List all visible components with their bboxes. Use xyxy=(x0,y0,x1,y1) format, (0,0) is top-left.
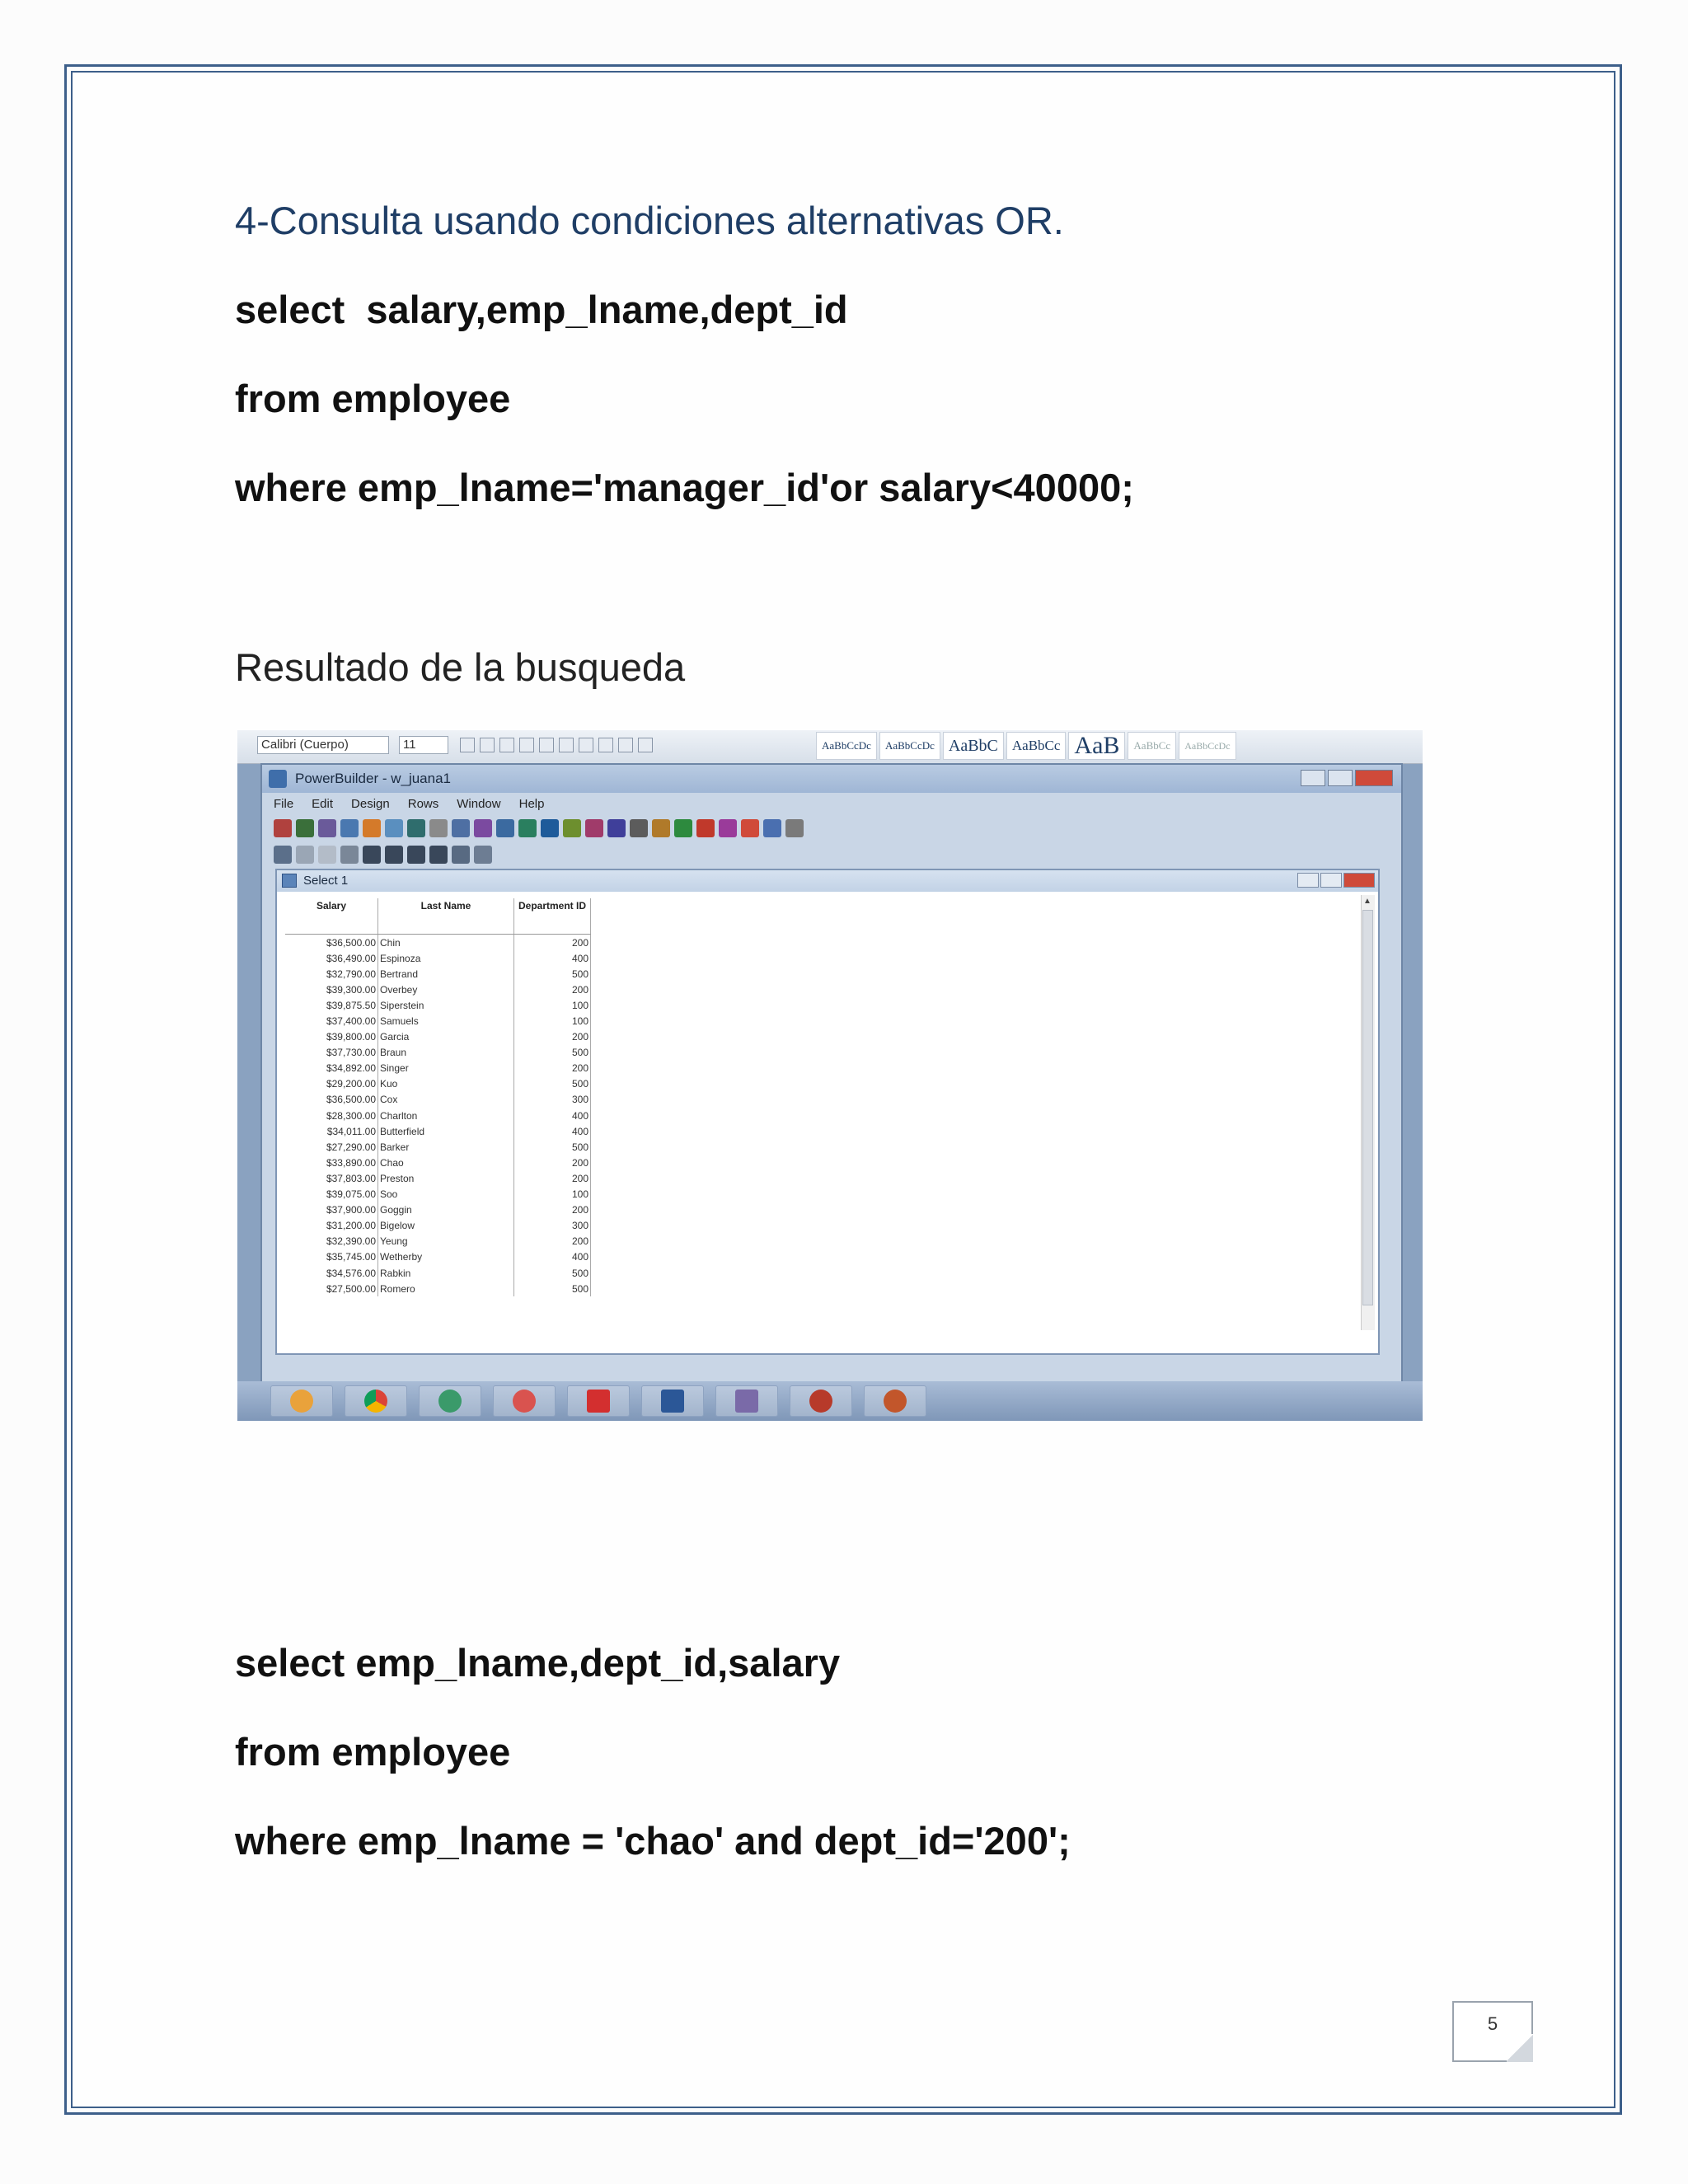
table-row[interactable] xyxy=(285,1061,591,1076)
column-header-salary[interactable]: Salary xyxy=(285,898,378,935)
stop-icon[interactable] xyxy=(696,819,715,837)
folder-icon xyxy=(290,1390,313,1413)
cell-last-name[interactable]: Preston xyxy=(378,1170,514,1186)
table-row[interactable] xyxy=(285,1045,591,1061)
result-window-title: Select 1 xyxy=(277,870,1378,892)
table-row[interactable] xyxy=(285,950,591,966)
cell-department-id[interactable]: 200 xyxy=(514,1155,591,1170)
filter-icon[interactable] xyxy=(340,846,359,864)
cell-salary[interactable]: $36,500.00 xyxy=(285,935,378,951)
pipeline-icon[interactable] xyxy=(518,819,537,837)
style-swatch: AaB xyxy=(1068,732,1125,760)
cell-department-id[interactable]: 200 xyxy=(514,1029,591,1045)
cell-department-id[interactable]: 100 xyxy=(514,1187,591,1202)
cell-salary[interactable]: $37,803.00 xyxy=(285,1170,378,1186)
menu-bar xyxy=(267,794,544,814)
section-heading: 4-Consulta usando condiciones alternativas OR. xyxy=(235,199,1064,242)
result-label: Resultado de la busqueda xyxy=(235,645,686,689)
numbering-icon xyxy=(539,738,554,752)
camera-icon xyxy=(438,1390,462,1413)
taskbar-photo[interactable] xyxy=(715,1385,778,1417)
cell-salary[interactable]: $34,576.00 xyxy=(285,1265,378,1281)
cell-last-name[interactable]: Singer xyxy=(378,1061,514,1076)
cell-salary[interactable]: $39,800.00 xyxy=(285,1029,378,1045)
cell-salary[interactable]: $39,875.50 xyxy=(285,997,378,1013)
open-icon[interactable] xyxy=(296,819,314,837)
photo-icon xyxy=(735,1390,758,1413)
cell-salary[interactable]: $31,200.00 xyxy=(285,1218,378,1234)
query2-line-3: where emp_lname = 'chao' and dept_id='200'; xyxy=(235,1819,1071,1863)
column-header-department-id[interactable]: Department ID xyxy=(514,898,591,935)
query2-line-2: from employee xyxy=(235,1730,511,1774)
cell-salary[interactable]: $35,745.00 xyxy=(285,1249,378,1265)
table-row[interactable] xyxy=(285,1187,591,1202)
cell-salary[interactable]: $27,290.00 xyxy=(285,1139,378,1155)
taskbar-explorer[interactable] xyxy=(270,1385,333,1417)
options-icon[interactable] xyxy=(785,819,804,837)
cell-last-name[interactable]: Siperstein xyxy=(378,997,514,1013)
increase-indent-icon xyxy=(598,738,613,752)
export-icon[interactable] xyxy=(474,846,492,864)
table-row[interactable] xyxy=(285,982,591,997)
table-row[interactable] xyxy=(285,1139,591,1155)
table-row[interactable] xyxy=(285,1265,591,1281)
multilevel-icon xyxy=(559,738,574,752)
menu-design[interactable]: Design xyxy=(351,797,390,811)
table-row[interactable] xyxy=(285,1218,591,1234)
cell-department-id[interactable]: 300 xyxy=(514,1092,591,1108)
child-minimize-button[interactable] xyxy=(1297,873,1319,888)
taskbar-camera[interactable] xyxy=(419,1385,481,1417)
powerbuilder-logo-icon xyxy=(269,770,287,788)
cell-salary[interactable]: $27,500.00 xyxy=(285,1281,378,1296)
cell-department-id[interactable]: 100 xyxy=(514,997,591,1013)
cell-department-id[interactable]: 500 xyxy=(514,1045,591,1061)
style-swatch: AaBbCcDc xyxy=(879,732,940,760)
cell-last-name[interactable]: Barker xyxy=(378,1139,514,1155)
cell-department-id[interactable]: 200 xyxy=(514,1061,591,1076)
menu-help[interactable]: Help xyxy=(518,797,545,811)
decrease-indent-icon xyxy=(579,738,593,752)
sort-rows-icon[interactable] xyxy=(318,846,336,864)
table-row[interactable] xyxy=(285,1076,591,1092)
style-swatch: AaBbCc xyxy=(1006,732,1067,760)
cell-department-id[interactable]: 200 xyxy=(514,1234,591,1249)
child-window-controls xyxy=(1297,873,1375,888)
cell-department-id[interactable]: 500 xyxy=(514,1281,591,1296)
table-row[interactable] xyxy=(285,1092,591,1108)
cell-salary[interactable]: $34,892.00 xyxy=(285,1061,378,1076)
cell-department-id[interactable]: 400 xyxy=(514,1108,591,1123)
taskbar-pdf[interactable] xyxy=(567,1385,630,1417)
menu-rows[interactable]: Rows xyxy=(407,797,439,811)
style-swatch: AaBbCcDc xyxy=(816,732,877,760)
edit-icon[interactable] xyxy=(318,819,336,837)
table-row[interactable] xyxy=(285,997,591,1013)
cell-last-name[interactable]: Chao xyxy=(378,1155,514,1170)
cell-department-id[interactable]: 400 xyxy=(514,1123,591,1139)
cell-last-name[interactable]: Goggin xyxy=(378,1202,514,1218)
table-row[interactable] xyxy=(285,1249,591,1265)
maximize-button[interactable] xyxy=(1328,770,1353,786)
scroll-thumb[interactable] xyxy=(1362,910,1373,1305)
cell-last-name[interactable]: Wetherby xyxy=(378,1249,514,1265)
font-size-box: 11 xyxy=(399,736,448,754)
table-row[interactable] xyxy=(285,1123,591,1139)
style-gallery xyxy=(816,732,1236,760)
taskbar-chrome[interactable] xyxy=(345,1385,407,1417)
pilcrow-icon xyxy=(638,738,653,752)
embedded-screenshot xyxy=(237,730,1423,1421)
cell-last-name[interactable]: Soo xyxy=(378,1187,514,1202)
cell-last-name[interactable]: Kuo xyxy=(378,1076,514,1092)
windows-taskbar xyxy=(237,1381,1423,1421)
taskbar-word[interactable] xyxy=(641,1385,704,1417)
cell-last-name[interactable]: Bertrand xyxy=(378,966,514,982)
cell-last-name[interactable]: Samuels xyxy=(378,1013,514,1029)
print-icon[interactable] xyxy=(452,846,470,864)
new-icon[interactable] xyxy=(274,819,292,837)
clear-format-icon xyxy=(499,738,514,752)
taskbar-mail[interactable] xyxy=(493,1385,556,1417)
table-row[interactable] xyxy=(285,1013,591,1029)
game-icon xyxy=(809,1390,832,1413)
cell-department-id[interactable]: 500 xyxy=(514,1139,591,1155)
cell-last-name[interactable]: Overbey xyxy=(378,982,514,997)
grid-icon[interactable] xyxy=(407,819,425,837)
column-header-last-name[interactable]: Last Name xyxy=(378,898,514,935)
query-icon[interactable] xyxy=(496,819,514,837)
window-icon[interactable] xyxy=(452,819,470,837)
debug-icon[interactable] xyxy=(585,819,603,837)
properties-icon[interactable] xyxy=(652,819,670,837)
result-grid xyxy=(285,898,591,1296)
menu-file[interactable]: File xyxy=(274,797,294,811)
cell-salary[interactable]: $29,200.00 xyxy=(285,1076,378,1092)
browse-icon[interactable] xyxy=(763,819,781,837)
paint-icon[interactable] xyxy=(363,819,381,837)
library-icon[interactable] xyxy=(563,819,581,837)
first-page-icon[interactable] xyxy=(363,846,381,864)
chrome-icon xyxy=(364,1390,387,1413)
cell-department-id[interactable]: 500 xyxy=(514,966,591,982)
cell-salary[interactable]: $32,390.00 xyxy=(285,1234,378,1249)
cell-salary[interactable]: $39,075.00 xyxy=(285,1187,378,1202)
style-swatch: AaBbC xyxy=(943,732,1004,760)
menu-edit[interactable]: Edit xyxy=(312,797,334,811)
cell-last-name[interactable]: Romero xyxy=(378,1281,514,1296)
cell-salary[interactable]: $32,790.00 xyxy=(285,966,378,982)
next-page-icon[interactable] xyxy=(407,846,425,864)
user-object-icon[interactable] xyxy=(719,819,737,837)
cell-last-name[interactable]: Chin xyxy=(378,935,514,951)
table-row[interactable] xyxy=(285,1234,591,1249)
font-name-box: Calibri (Cuerpo) xyxy=(257,736,389,754)
cell-department-id[interactable]: 500 xyxy=(514,1076,591,1092)
menu-window[interactable]: Window xyxy=(457,797,501,811)
delete-row-icon[interactable] xyxy=(296,846,314,864)
grow-font-icon xyxy=(460,738,475,752)
window-controls xyxy=(1301,770,1393,786)
cell-department-id[interactable]: 500 xyxy=(514,1265,591,1281)
page-curl-icon xyxy=(1507,2034,1533,2062)
sort-icon xyxy=(618,738,633,752)
table-row[interactable] xyxy=(285,1170,591,1186)
word-ribbon xyxy=(237,730,1423,764)
insert-row-icon[interactable] xyxy=(274,846,292,864)
cell-department-id[interactable]: 100 xyxy=(514,1013,591,1029)
vertical-scrollbar[interactable] xyxy=(1361,895,1375,1330)
table-row[interactable] xyxy=(285,1155,591,1170)
cell-salary[interactable]: $34,011.00 xyxy=(285,1123,378,1139)
query2-line-1: select emp_lname,dept_id,salary xyxy=(235,1641,841,1685)
window-title: PowerBuilder - w_juana1 xyxy=(262,765,1401,793)
style-swatch: AaBbCc xyxy=(1128,732,1176,760)
cell-last-name[interactable]: Charlton xyxy=(378,1108,514,1123)
query1-line-1: select salary,emp_lname,dept_id xyxy=(235,288,848,331)
result-window xyxy=(275,869,1380,1355)
table-icon[interactable] xyxy=(385,819,403,837)
mail-icon xyxy=(513,1390,536,1413)
query1-line-2: from employee xyxy=(235,377,511,420)
report-icon[interactable] xyxy=(429,819,448,837)
table-row[interactable] xyxy=(285,1108,591,1123)
pdf-icon xyxy=(587,1390,610,1413)
cell-department-id[interactable]: 200 xyxy=(514,1202,591,1218)
close-button[interactable] xyxy=(1355,770,1393,786)
taskbar-game[interactable] xyxy=(790,1385,852,1417)
grid-window-icon xyxy=(282,874,297,888)
cell-department-id[interactable]: 400 xyxy=(514,1249,591,1265)
toolbar-main xyxy=(267,816,804,841)
exit-icon[interactable] xyxy=(741,819,759,837)
last-page-icon[interactable] xyxy=(429,846,448,864)
scroll-up-icon[interactable]: ▲ xyxy=(1363,897,1372,906)
powerbuilder-taskbar-icon xyxy=(884,1390,907,1413)
cell-department-id[interactable]: 200 xyxy=(514,1170,591,1186)
save-icon[interactable] xyxy=(340,819,359,837)
cell-last-name[interactable]: Braun xyxy=(378,1045,514,1061)
table-row[interactable] xyxy=(285,1202,591,1218)
prev-page-icon[interactable] xyxy=(385,846,403,864)
cell-salary[interactable]: $37,730.00 xyxy=(285,1045,378,1061)
ribbon-tools xyxy=(460,738,653,752)
child-maximize-button[interactable] xyxy=(1320,873,1342,888)
table-row[interactable] xyxy=(285,935,591,951)
cell-salary[interactable]: $36,490.00 xyxy=(285,950,378,966)
taskbar-powerbuilder[interactable] xyxy=(864,1385,926,1417)
toolbar-secondary xyxy=(267,842,492,867)
cell-department-id[interactable]: 200 xyxy=(514,982,591,997)
cell-last-name[interactable]: Rabkin xyxy=(378,1265,514,1281)
child-close-button[interactable] xyxy=(1343,873,1375,888)
cell-salary[interactable]: $37,400.00 xyxy=(285,1013,378,1029)
style-swatch: AaBbCcDc xyxy=(1179,732,1236,760)
cell-last-name[interactable]: Bigelow xyxy=(378,1218,514,1234)
cell-salary[interactable]: $37,900.00 xyxy=(285,1202,378,1218)
cell-last-name[interactable]: Yeung xyxy=(378,1234,514,1249)
cell-salary[interactable]: $33,890.00 xyxy=(285,1155,378,1170)
structure-icon[interactable] xyxy=(630,819,648,837)
cell-salary[interactable]: $36,500.00 xyxy=(285,1092,378,1108)
database-icon[interactable] xyxy=(541,819,559,837)
table-row[interactable] xyxy=(285,1029,591,1045)
powerbuilder-window xyxy=(260,763,1403,1421)
table-row[interactable] xyxy=(285,966,591,982)
minimize-button[interactable] xyxy=(1301,770,1325,786)
cell-department-id[interactable]: 200 xyxy=(514,935,591,951)
function-icon[interactable] xyxy=(474,819,492,837)
table-row[interactable] xyxy=(285,1281,591,1296)
cell-salary[interactable]: $28,300.00 xyxy=(285,1108,378,1123)
cell-last-name[interactable]: Cox xyxy=(378,1092,514,1108)
bullets-icon xyxy=(519,738,534,752)
shrink-font-icon xyxy=(480,738,495,752)
query1-line-3: where emp_lname='manager_id'or salary<40000; xyxy=(235,466,1134,509)
run-icon[interactable] xyxy=(607,819,626,837)
cell-last-name[interactable]: Butterfield xyxy=(378,1123,514,1139)
cell-last-name[interactable]: Espinoza xyxy=(378,950,514,966)
page-number: 5 xyxy=(1452,2001,1533,2062)
preview-icon[interactable] xyxy=(674,819,692,837)
word-icon xyxy=(661,1390,684,1413)
cell-department-id[interactable]: 300 xyxy=(514,1218,591,1234)
cell-salary[interactable]: $39,300.00 xyxy=(285,982,378,997)
cell-department-id[interactable]: 400 xyxy=(514,950,591,966)
cell-last-name[interactable]: Garcia xyxy=(378,1029,514,1045)
